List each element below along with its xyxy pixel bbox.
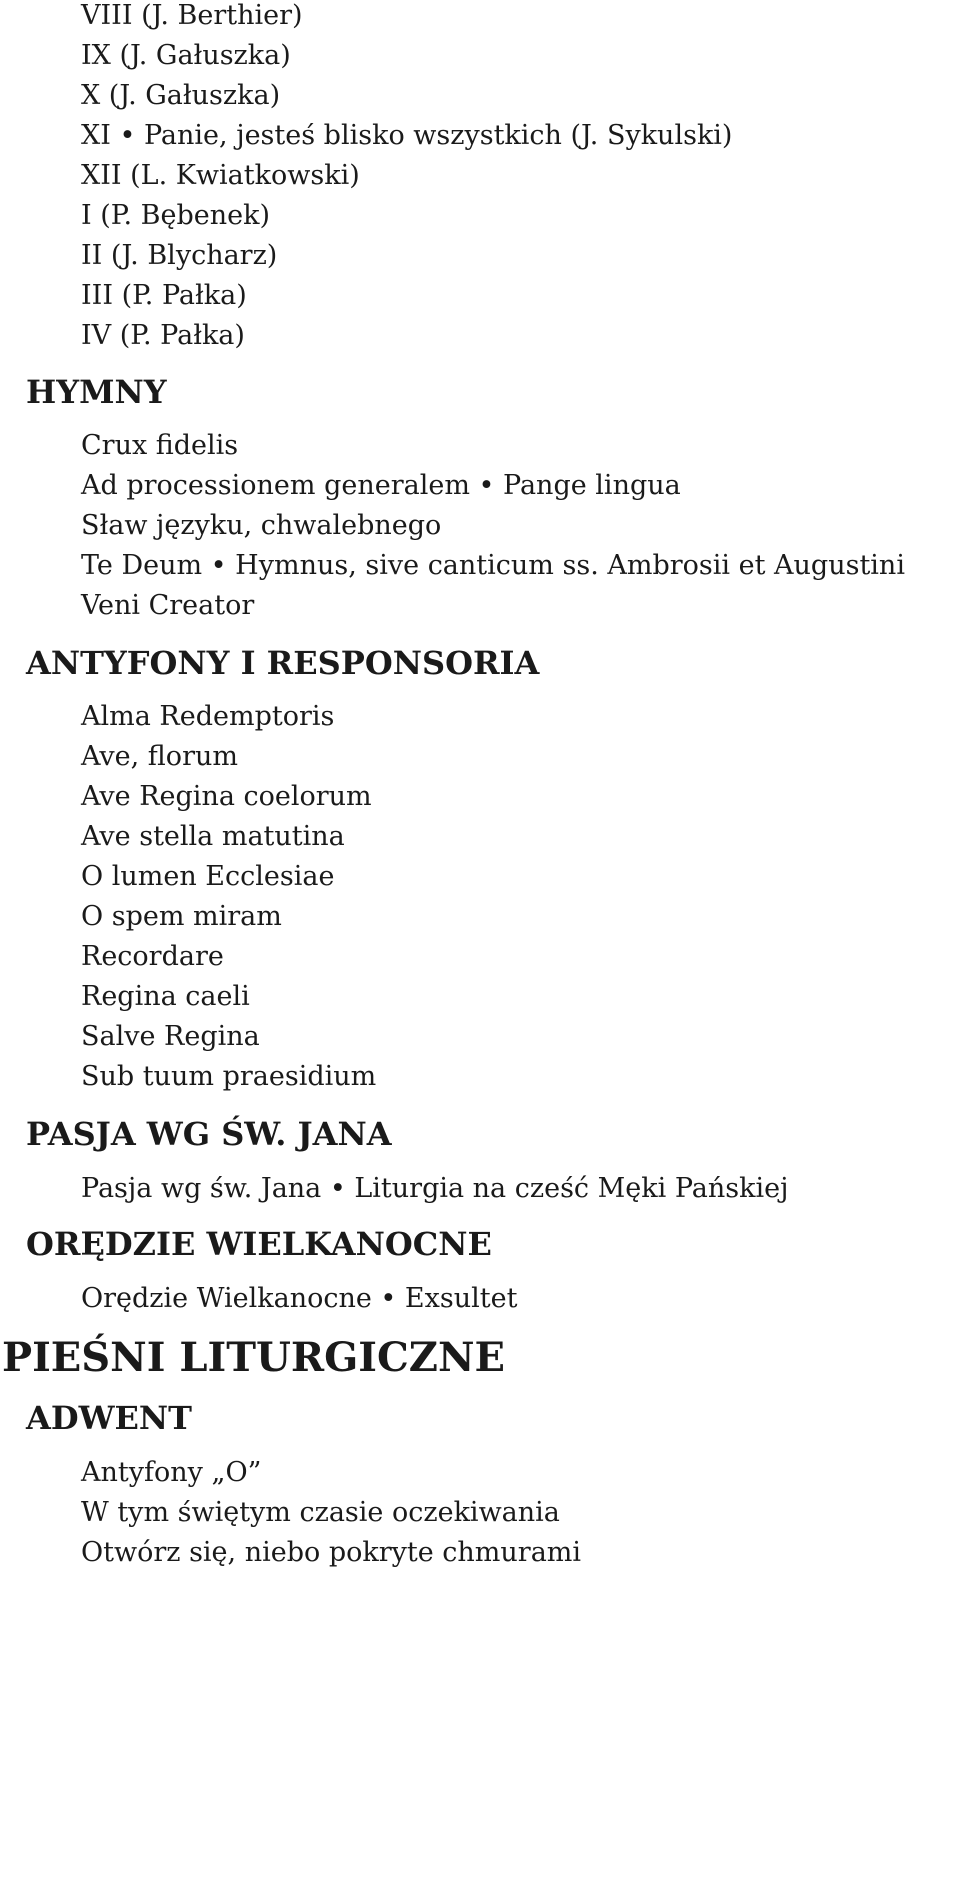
list-item: Ave stella matutina (81, 821, 345, 852)
list-item: Ave, florum (81, 741, 238, 772)
list-item: Orędzie Wielkanocne • Exsultet (81, 1283, 518, 1314)
section-heading-pasja: PASJA WG ŚW. JANA (26, 1115, 392, 1153)
list-item: O spem miram (81, 901, 282, 932)
section-heading-oredzie: ORĘDZIE WIELKANOCNE (26, 1225, 492, 1263)
list-item: Alma Redemptoris (81, 701, 335, 732)
list-item: Veni Creator (81, 590, 255, 621)
list-item: Ave Regina coelorum (81, 781, 372, 812)
list-item: II (J. Blycharz) (81, 240, 278, 271)
list-item: Te Deum • Hymnus, sive canticum ss. Ambrosii et Augustini (81, 550, 905, 581)
section-heading-hymny: HYMNY (26, 373, 167, 411)
list-item: IX (J. Gałuszka) (81, 40, 291, 71)
list-item: III (P. Pałka) (81, 280, 247, 311)
list-item: Crux fidelis (81, 430, 239, 461)
list-item: Sław języku, chwalebnego (81, 510, 442, 541)
list-item: Recordare (81, 941, 224, 972)
list-item: W tym świętym czasie oczekiwania (81, 1497, 560, 1528)
list-item: XII (L. Kwiatkowski) (81, 160, 360, 191)
list-item: Sub tuum praesidium (81, 1061, 377, 1092)
list-item: Antyfony „O” (81, 1457, 262, 1488)
list-item: I (P. Bębenek) (81, 200, 270, 231)
part-title: PIEŚNI LITURGICZNE (2, 1334, 506, 1381)
list-item: IV (P. Pałka) (81, 320, 245, 351)
list-item: Ad processionem generalem • Pange lingua (81, 470, 681, 501)
section-heading-antyfony: ANTYFONY I RESPONSORIA (26, 644, 540, 682)
list-item: Pasja wg św. Jana • Liturgia na cześć Męki Pańskiej (81, 1173, 789, 1204)
list-item: X (J. Gałuszka) (81, 80, 281, 111)
section-heading-adwent: ADWENT (26, 1399, 192, 1437)
list-item: VIII (J. Berthier) (81, 0, 303, 31)
list-item: Regina caeli (81, 981, 250, 1012)
list-item: XI • Panie, jesteś blisko wszystkich (J. Sykulski) (81, 120, 733, 151)
list-item: O lumen Ecclesiae (81, 861, 335, 892)
list-item: Salve Regina (81, 1021, 260, 1052)
list-item: Otwórz się, niebo pokryte chmurami (81, 1537, 582, 1568)
